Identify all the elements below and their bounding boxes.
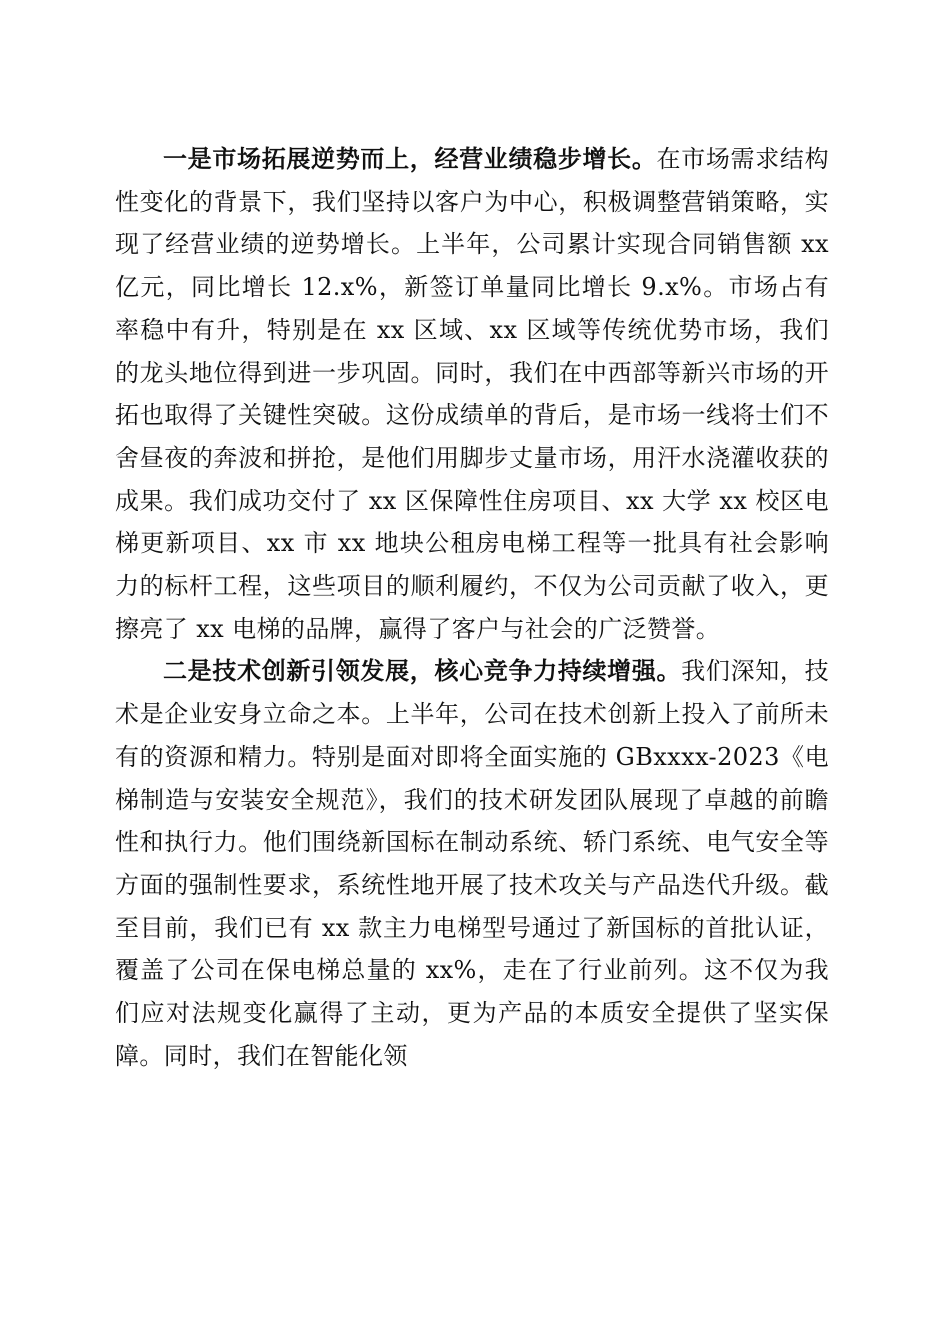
paragraph-market-expansion <box>115 138 829 650</box>
document-body <box>115 138 829 1077</box>
paragraph-lead-heading: 二是技术创新引领发展，核心竞争力持续增强。 <box>163 656 682 686</box>
paragraph-body-text: 在市场需求结构性变化的背景下，我们坚持以客户为中心，积极调整营销策略，实现了经营业绩的逆势增长。上半年，公司累计实现合同销售额 xx 亿元，同比增长 12.x%，新签订单量同比增长 9.x%。市场占有率稳中有升，特别是在 xx 区域、xx 区域等传统优势市场，我们的龙头地位得到进一步巩固。同时，我们在中西部等新兴市场的开拓也取得了关键性突破。这份成绩单的背后，是市场一线将士们不舍昼夜的奔波和拼抢，是他们用脚步丈量市场，用汗水浇灌收获的成果。我们成功交付了 xx 区保障性住房项目、xx 大学 xx 校区电梯更新项目、xx 市 xx 地块公租房电梯工程等一批具有社会影响力的标杆工程，这些项目的顺利履约，不仅为公司贡献了收入，更擦亮了 xx 电梯的品牌，赢得了客户与社会的广泛赞誉。 <box>115 145 829 643</box>
paragraph-body-text: 我们深知，技术是企业安身立命之本。上半年，公司在技术创新上投入了前所未有的资源和精力。特别是面对即将全面实施的 GBxxxx-2023《电梯制造与安装安全规范》，我们的技术研发团队展现了卓越的前瞻性和执行力。他们围绕新国标在制动系统、轿门系统、电气安全等方面的强制性要求，系统性地开展了技术攻关与产品迭代升级。截至目前，我们已有 xx 款主力电梯型号通过了新国标的首批认证，覆盖了公司在保电梯总量的 xx%，走在了行业前列。这不仅为我们应对法规变化赢得了主动，更为产品的本质安全提供了坚实保障。同时，我们在智能化领 <box>115 657 830 1070</box>
paragraph-tech-innovation <box>115 650 829 1077</box>
paragraph-lead-heading: 一是市场拓展逆势而上，经营业绩稳步增长。 <box>163 144 657 173</box>
